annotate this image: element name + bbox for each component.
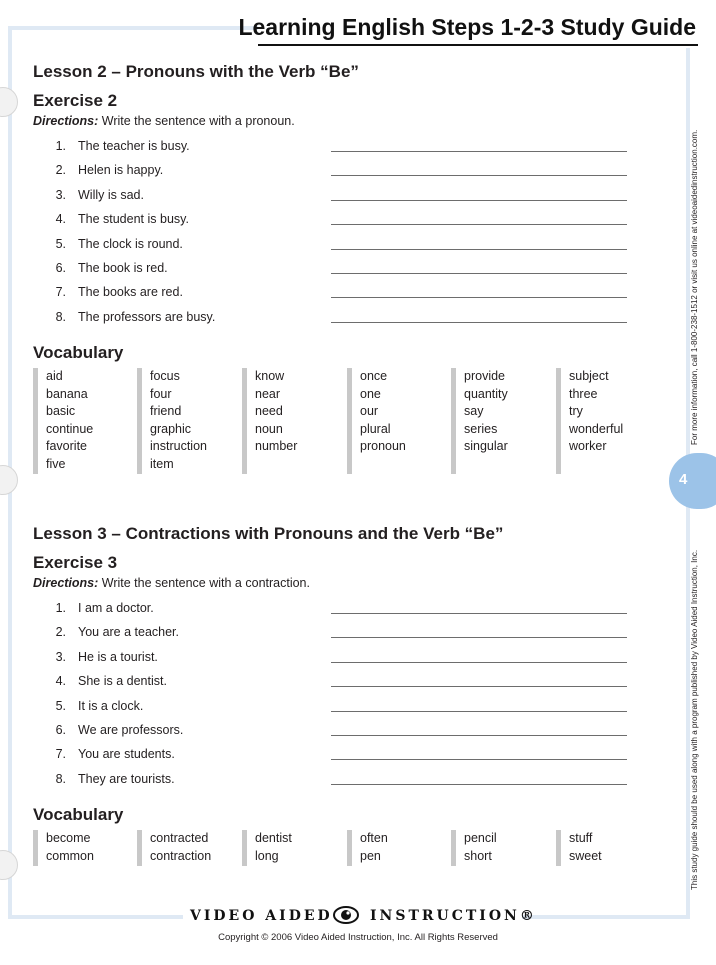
binder-hole: [0, 87, 18, 117]
lesson-3-title: Lesson 3 – Contractions with Pronouns and the Verb “Be”: [33, 524, 504, 543]
answer-line[interactable]: [331, 249, 627, 250]
vocab-word: four: [150, 386, 172, 401]
exercise-item: [54, 742, 634, 766]
item-sentence: The teacher is busy.: [78, 139, 190, 153]
answer-line[interactable]: [331, 322, 627, 323]
header-rule: [258, 44, 698, 46]
item-sentence: The book is red.: [78, 260, 168, 275]
vocab-word: instruction: [150, 439, 207, 454]
frame-bottom-left: [8, 915, 183, 919]
exercise-item: [54, 256, 634, 280]
vocab-word: long: [255, 848, 279, 863]
vocab-word: three: [569, 386, 598, 401]
item-sentence: The professors are busy.: [78, 309, 216, 324]
exercise-3-directions: [33, 576, 310, 590]
item-number: 5.: [55, 698, 66, 713]
item-sentence: Helen is happy.: [78, 163, 164, 178]
vocab-word: pen: [360, 848, 381, 863]
answer-line[interactable]: [331, 662, 627, 663]
vocab-word: five: [46, 456, 66, 471]
vocab-word: dentist: [255, 831, 292, 845]
item-number: 1.: [55, 601, 66, 615]
item-sentence: I am a doctor.: [78, 601, 154, 615]
vocab-word: stuff: [569, 831, 593, 845]
item-number: 3.: [55, 187, 66, 202]
page-title: Learning English Steps 1-2-3 Study Guide: [238, 14, 696, 40]
vocab-word: know: [255, 369, 285, 383]
vocab-word: say: [464, 404, 484, 419]
answer-line[interactable]: [331, 759, 627, 760]
exercise-item: [54, 645, 634, 669]
vocab-word: singular: [464, 439, 508, 454]
directions-text: Write the sentence with a pronoun.: [98, 114, 295, 128]
vocab-word: graphic: [150, 421, 191, 436]
exercise-item: [54, 620, 634, 644]
item-sentence: We are professors.: [78, 722, 184, 737]
item-number: 4.: [55, 674, 66, 689]
vocab-column: [137, 368, 207, 474]
vocab-word: basic: [46, 404, 76, 419]
exercise-3-list: [54, 596, 634, 791]
item-sentence: You are a teacher.: [78, 625, 180, 640]
answer-line[interactable]: [331, 686, 627, 687]
vocab-column: [556, 368, 623, 474]
vocab-word: pencil: [464, 831, 497, 845]
vocab-word: aid: [46, 369, 63, 383]
item-sentence: He is a tourist.: [78, 649, 158, 664]
vocab-word: short: [464, 848, 492, 863]
directions-label: Directions:: [33, 114, 99, 128]
exercise-item: [54, 158, 634, 182]
item-sentence: The clock is round.: [78, 236, 183, 251]
vocab-column: [451, 830, 497, 866]
item-sentence: Willy is sad.: [78, 187, 144, 202]
vocab-column: [137, 830, 211, 866]
exercise-item: [54, 280, 634, 304]
vocab-word: common: [46, 848, 94, 863]
directions-label: Directions:: [33, 576, 99, 590]
item-sentence: It is a clock.: [78, 698, 144, 713]
exercise-item: [54, 232, 634, 256]
exercise-item: [54, 694, 634, 718]
answer-line[interactable]: [331, 273, 627, 274]
item-sentence: She is a dentist.: [78, 674, 167, 689]
item-number: 7.: [55, 747, 66, 762]
answer-line[interactable]: [331, 175, 627, 176]
vocab-column: [347, 368, 406, 474]
vocab-column: [33, 368, 93, 474]
item-sentence: The student is busy.: [78, 212, 189, 227]
exercise-item: [54, 669, 634, 693]
vocab-word: series: [464, 421, 498, 436]
vocab-column: [33, 830, 94, 866]
answer-line[interactable]: [331, 297, 627, 298]
vocab-word: wonderful: [569, 421, 624, 436]
vocab-column: [242, 830, 292, 866]
exercise-2-directions: [33, 114, 295, 128]
answer-line[interactable]: [331, 224, 627, 225]
vocab-word: favorite: [46, 439, 87, 454]
answer-line[interactable]: [331, 637, 627, 638]
vocab-word: provide: [464, 369, 505, 383]
exercise-item: [54, 134, 634, 158]
exercise-item: [54, 596, 634, 620]
page-number: 4: [679, 471, 688, 488]
item-sentence: They are tourists.: [78, 771, 175, 786]
vocab-column: [242, 368, 297, 474]
item-sentence: You are students.: [78, 747, 175, 762]
lesson-2-title: Lesson 2 – Pronouns with the Verb “Be”: [33, 62, 359, 81]
binder-hole: [0, 465, 18, 495]
exercise-item: [54, 183, 634, 207]
item-number: 4.: [55, 212, 66, 227]
item-sentence: The books are red.: [78, 285, 183, 300]
side-note-publisher: This study guide should be used along with a program published by Video Aided Instruction, Inc.: [690, 549, 699, 890]
vocab-word: focus: [150, 369, 180, 383]
vocab-word: friend: [150, 404, 182, 419]
item-number: 8.: [55, 309, 66, 324]
item-number: 2.: [55, 625, 66, 640]
vocab-word: contracted: [150, 831, 209, 845]
vocab-word: near: [255, 386, 281, 401]
vocab-word: contraction: [150, 848, 212, 863]
vocab-word: one: [360, 386, 381, 401]
vocab-word: number: [255, 439, 298, 454]
item-number: 8.: [55, 771, 66, 786]
answer-line[interactable]: [331, 613, 627, 614]
exercise-3-heading: Exercise 3: [33, 553, 118, 572]
frame-bottom-right: [522, 915, 690, 919]
exercise-2-list: [54, 134, 634, 329]
vocab-word: sweet: [569, 848, 602, 863]
exercise-2-heading: Exercise 2: [33, 91, 118, 110]
vocab-column: [451, 368, 508, 474]
vocab-word: need: [255, 404, 283, 419]
brand-left: VIDEO AIDED: [190, 908, 333, 924]
vocab-word: subject: [569, 369, 609, 383]
vocab-column: [347, 830, 388, 866]
item-number: 6.: [55, 260, 66, 275]
vocab-column: [556, 830, 602, 866]
vocab-word: plural: [360, 421, 391, 436]
vocab-word: worker: [569, 439, 607, 454]
vocab-word: try: [569, 404, 583, 419]
item-number: 6.: [55, 722, 66, 737]
item-number: 1.: [55, 139, 66, 153]
vocab-word: continue: [46, 421, 94, 436]
brand-right: INSTRUCTION®: [370, 908, 537, 924]
vocab-word: our: [360, 404, 379, 419]
side-note-contact: For more information, call 1-800-238-1512 or visit us online at videoaidedinstruction.com.: [690, 129, 699, 445]
vocab-word: often: [360, 831, 388, 845]
item-number: 7.: [55, 285, 66, 300]
vocab-word: noun: [255, 421, 283, 436]
exercise-item: [54, 305, 634, 329]
answer-line[interactable]: [331, 200, 627, 201]
frame-top: [8, 26, 258, 30]
eye-logo-icon: [333, 905, 359, 930]
answer-line[interactable]: [331, 711, 627, 712]
copyright: Copyright © 2006 Video Aided Instruction, Inc. All Rights Reserved: [218, 932, 498, 943]
item-number: 2.: [55, 163, 66, 178]
binder-hole: [0, 850, 18, 880]
item-number: 3.: [55, 649, 66, 664]
vocab-word: pronoun: [360, 439, 406, 454]
answer-line[interactable]: [331, 784, 627, 785]
vocab-word: quantity: [464, 386, 508, 401]
vocab-word: become: [46, 831, 91, 845]
vocabulary-heading: Vocabulary: [33, 343, 124, 362]
vocabulary-heading: Vocabulary: [33, 805, 124, 824]
vocab-word: banana: [46, 386, 88, 401]
exercise-item: [54, 207, 634, 231]
exercise-item: [54, 718, 634, 742]
vocab-word: item: [150, 456, 174, 471]
answer-line[interactable]: [331, 151, 627, 152]
directions-text: Write the sentence with a contraction.: [98, 576, 310, 590]
vocab-word: once: [360, 369, 388, 383]
exercise-item: [54, 767, 634, 791]
item-number: 5.: [55, 236, 66, 251]
answer-line[interactable]: [331, 735, 627, 736]
page-number-tab: [669, 453, 716, 509]
